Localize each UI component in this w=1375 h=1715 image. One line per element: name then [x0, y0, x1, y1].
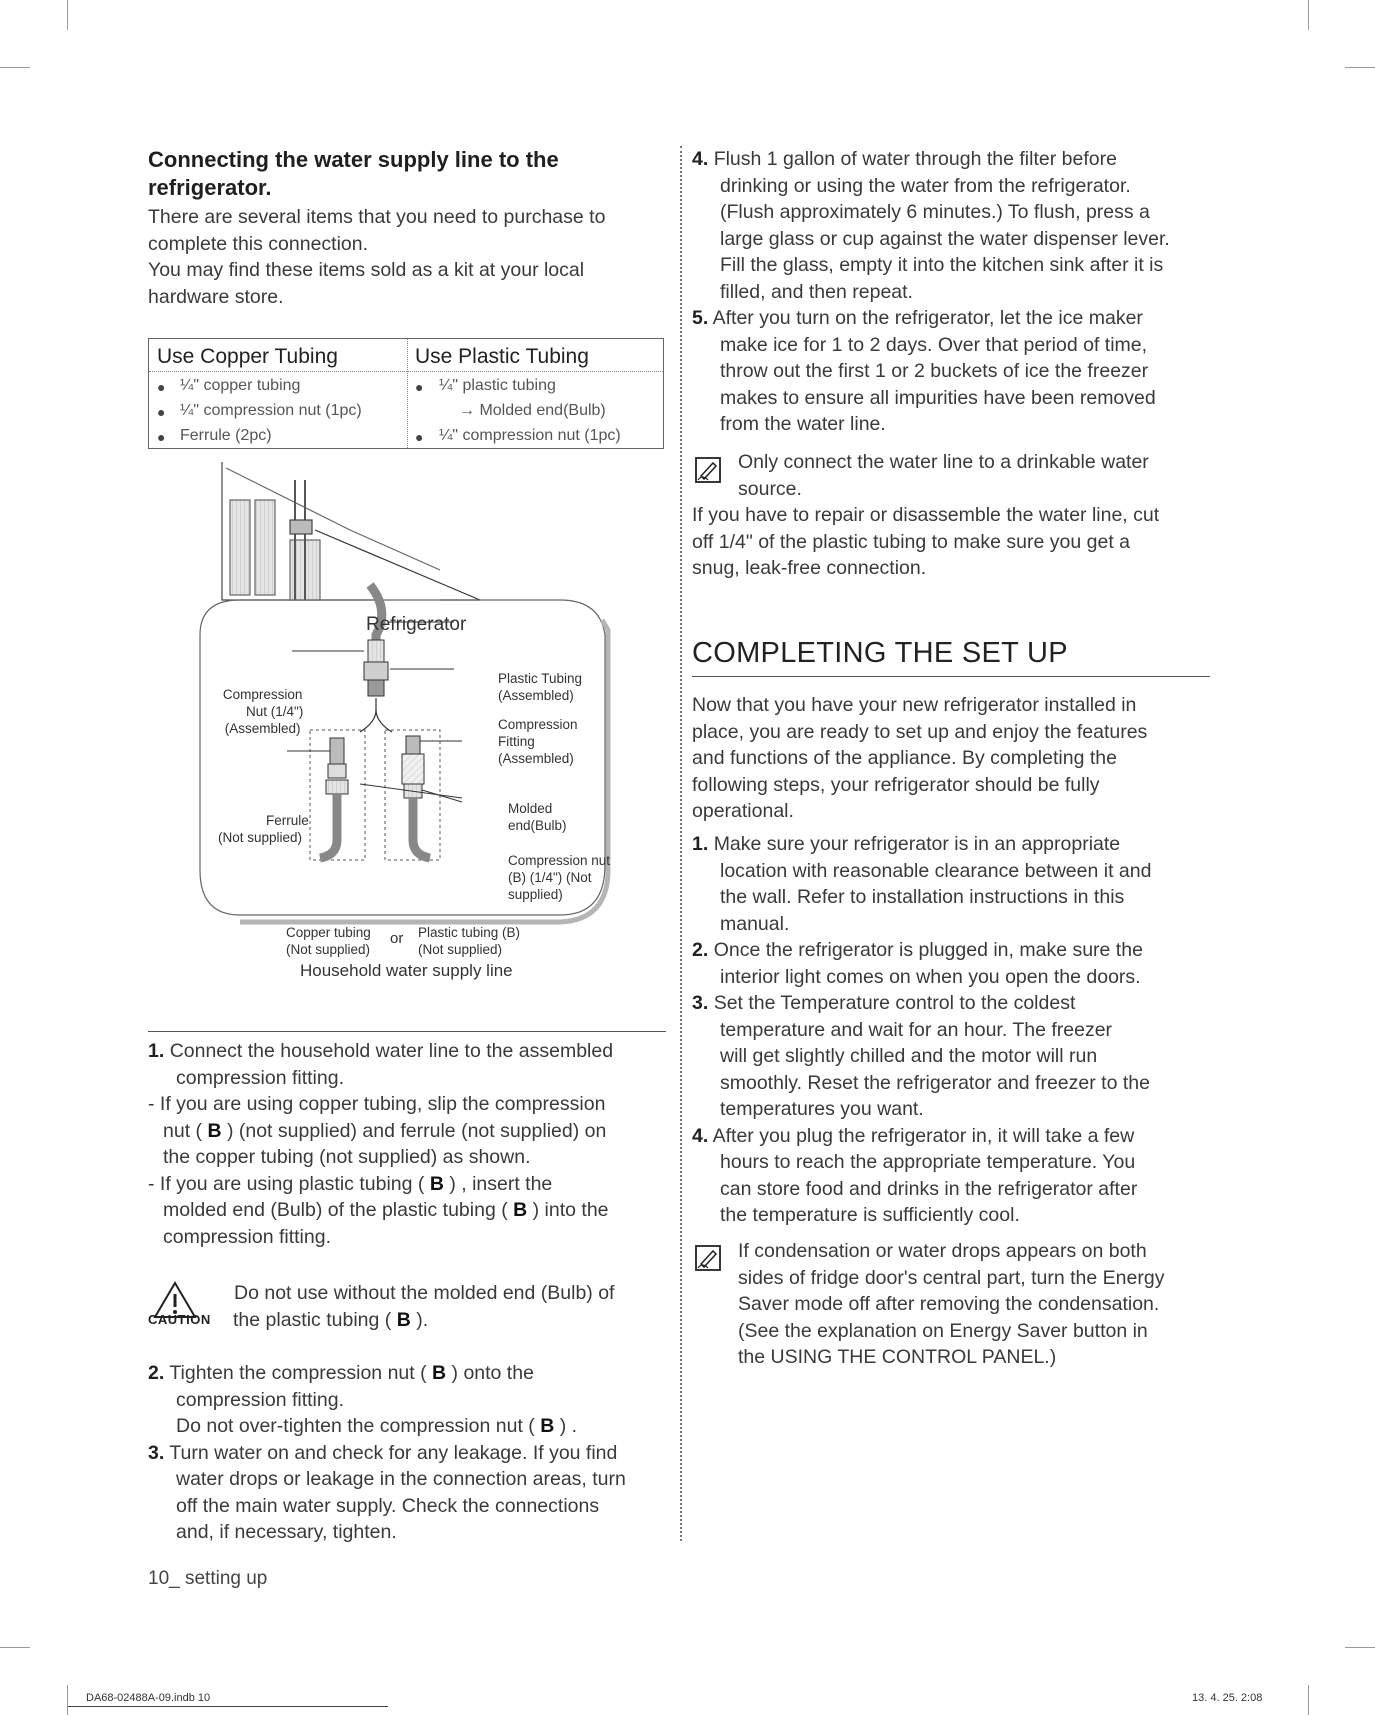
note-icon — [694, 456, 722, 484]
right-top-steps: 4. Flush 1 gallon of water through the filter before drinking or using the water from the refrigerator. (Flush approximately 6 minutes.) To flush, press a large glass or cup against the water dispenser lever. Fill the glass, empty it into the kitchen sink after it is filled, and then repeat. 5. After you turn on the refrigerator, let the ice maker make ice for 1 to 2 days. Over that period of time, throw out the first 1 or 2 buckets of ice the freezer makes to ensure all impurities have been removed from the water line. — [692, 146, 1212, 438]
left-steps-2 — [148, 1360, 673, 1546]
step-3: 3. Turn water on and check for any leakage. If you find — [148, 1441, 618, 1464]
complete-step-2: 2. Once the refrigerator is plugged in, make sure the — [692, 939, 1143, 961]
copper-item: ¼" compression nut (1pc) — [180, 402, 362, 419]
crop-mark — [1308, 1685, 1309, 1715]
bullet-icon: ● — [157, 404, 166, 420]
plastic-item: ¼" plastic tubing — [439, 377, 556, 394]
plastic-item: → Molded end(Bulb) — [459, 402, 606, 419]
steps-rule — [148, 1031, 666, 1032]
footer-rule — [68, 1706, 388, 1707]
intro-line: You may find these items sold as a kit at your local — [148, 259, 585, 281]
plastic-header: Use Plastic Tubing — [415, 345, 589, 368]
note-icon — [694, 1244, 722, 1272]
bullet-icon: ● — [157, 429, 166, 445]
label-plastic-tubing: Plastic Tubing (Assembled) — [498, 671, 583, 703]
crop-mark — [67, 0, 68, 30]
step-5: 5. After you turn on the refrigerator, let the ice maker — [692, 307, 1143, 329]
caution-label: CAUTION — [148, 1312, 211, 1327]
crop-mark — [1308, 0, 1309, 30]
water-line-diagram — [140, 460, 680, 1020]
label-molded-end: Molded end(Bulb) — [508, 801, 567, 833]
completing-intro: Now that you have your new refrigerator installed in place, you are ready to set up and enjoy the features and functions of the appliance. By completing the following steps, your refrigerator should be fully operational. — [692, 694, 1148, 822]
crop-mark — [67, 1685, 68, 1715]
plastic-item: ¼" compression nut (1pc) — [439, 427, 621, 444]
label-household: Household water supply line — [300, 961, 513, 980]
bullet-icon: ● — [157, 379, 166, 395]
step-1-dash-2: - If you are using plastic tubing ( B ) , insert the — [148, 1172, 553, 1195]
file-label: DA68-02488A-09.indb 10 — [86, 1692, 211, 1704]
intro-line: complete this connection. — [148, 232, 369, 255]
copper-assembly-drawing — [320, 738, 348, 858]
left-intro — [148, 146, 668, 310]
label-ferrule: Ferrule (Not supplied) — [218, 813, 309, 845]
tubing-table — [148, 338, 664, 449]
crop-mark — [0, 67, 30, 68]
step-1-dash-2-cont: molded end (Bulb) of the plastic tubing ( B ) into the — [163, 1199, 609, 1221]
page-footer: 10_ setting up — [148, 1568, 268, 1589]
step-1-dash-2-cont: compression fitting. — [163, 1225, 331, 1248]
copper-header: Use Copper Tubing — [157, 345, 338, 368]
intro-line: hardware store. — [148, 285, 284, 308]
complete-step-4: 4. After you plug the refrigerator in, it will take a few — [692, 1124, 1135, 1147]
complete-step-3: 3. Set the Temperature control to the coldest — [692, 992, 1076, 1014]
intro-line: There are several items that you need to purchase to — [148, 206, 606, 228]
fridge-back-drawing — [222, 462, 480, 600]
plastic-assembly-drawing — [402, 736, 430, 858]
step-2-cont: Do not over-tighten the compression nut ( B ) . — [176, 1415, 578, 1437]
label-or: or — [390, 930, 404, 947]
step-3-cont: water drops or leakage in the connection areas, turn — [176, 1468, 626, 1490]
bullet-icon: ● — [415, 429, 424, 445]
crop-mark — [0, 1647, 30, 1648]
section-title: COMPLETING THE SET UP — [692, 637, 1068, 669]
step-2-cont: compression fitting. — [176, 1388, 344, 1411]
left-steps — [148, 1038, 673, 1250]
step-3-cont: and, if necessary, tighten. — [176, 1521, 397, 1543]
bullet-icon: ● — [415, 379, 424, 395]
completing-steps: 1. Make sure your refrigerator is in an appropriate location with reasonable clearance between it and the wall. Refer to installation instructions in this manual. 2. Once the refrigerator is plugged in, make sure the interior light comes on when you open the doors. 3. Set the Temperature control to the coldest temperature and wait for an hour. The freezer will get slightly chilled and the motor will run smoothly. Reset the refrigerator and freezer to the temperatures you want. 4. After you plug the refrigerator in, it will take a few hours to reach the appropriate temperature. You can store food and drinks in the refrigerator after the temperature is sufficiently cool. — [692, 831, 1217, 1229]
label-copper-tubing: Copper tubing (Not supplied) — [286, 925, 371, 957]
note-2: If condensation or water drops appears on both sides of fridge door's central part, turn the Energy Saver mode off after removing the condensation. (See the explanation on Energy Saver button in the USING THE CONTROL PANEL.) — [738, 1240, 1165, 1368]
label-compression-nut-b: Compression nut (B) (1/4") (Not supplied) — [508, 853, 611, 902]
copper-item: ¼" copper tubing — [180, 377, 301, 394]
copper-item: Ferrule (2pc) — [180, 427, 272, 444]
step-1-dash-1-cont: nut ( B ) (not supplied) and ferrule (not supplied) on — [163, 1119, 607, 1142]
section-rule — [692, 676, 1210, 677]
section-heading: Connecting the water supply line to the — [148, 147, 559, 172]
label-plastic-tubing-b: Plastic tubing (B) (Not supplied) — [418, 925, 521, 957]
label-compression-fitting: Compression Fitting (Assembled) — [498, 717, 578, 766]
crop-mark — [1345, 67, 1375, 68]
caution-text: Do not use without the molded end (Bulb) of the plastic tubing ( B ). — [233, 1282, 615, 1331]
step-3-cont: off the main water supply. Check the connections — [176, 1494, 600, 1517]
repair-text: If you have to repair or disassemble the water line, cut off 1/4" of the plastic tubing to make sure you get a snug, leak-free connection. — [692, 504, 1160, 579]
crop-mark — [1345, 1647, 1375, 1648]
date-label: 13. 4. 25. 2:08 — [1192, 1692, 1263, 1704]
step-1-dash-1: - If you are using copper tubing, slip the compression — [148, 1093, 606, 1115]
step-4: 4. Flush 1 gallon of water through the filter before — [692, 148, 1117, 170]
label-refrigerator: Refrigerator — [366, 614, 467, 635]
section-heading-cont: refrigerator. — [148, 175, 272, 200]
step-2: 2. Tighten the compression nut ( B ) onto the — [148, 1362, 534, 1384]
column-divider — [680, 146, 682, 1541]
label-compression-nut: Compression Nut (1/4") (Assembled) — [222, 687, 304, 736]
step-1-cont: compression fitting. — [176, 1066, 344, 1089]
note-1: Only connect the water line to a drinkable water source. — [738, 451, 1149, 500]
complete-step-1: 1. Make sure your refrigerator is in an appropriate — [692, 833, 1121, 855]
step-1-dash-1-cont: the copper tubing (not supplied) as shown. — [163, 1146, 531, 1168]
step-1: 1. Connect the household water line to the assembled — [148, 1040, 614, 1062]
